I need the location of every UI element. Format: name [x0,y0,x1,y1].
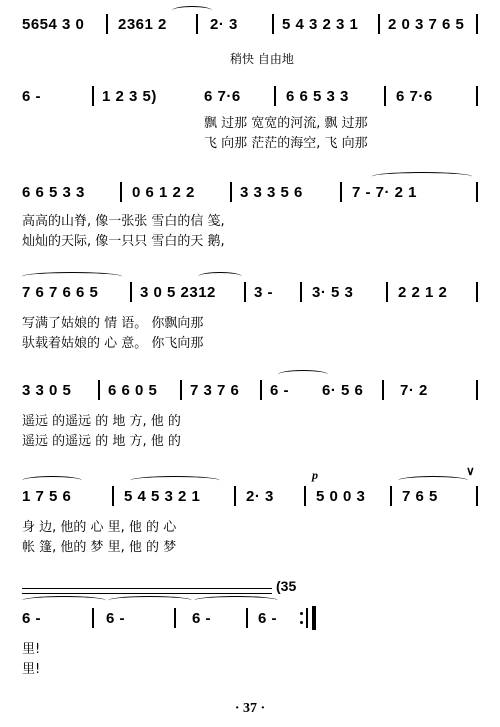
tempo-marking: 稍快 自由地 [230,52,294,66]
measure: 1 2 3 5) [102,87,157,105]
measure: 6 6 0 5 [108,381,158,399]
dynamic-marking: p [312,468,318,482]
measure: 6 6 5 3 3 [286,87,349,105]
slur [278,370,328,379]
lyric-line-1: 里! [22,642,41,657]
barline [476,182,478,202]
barline [130,282,132,302]
measure: 6 6 5 3 3 [22,183,85,201]
barline [378,14,380,34]
barline [476,380,478,400]
barline [476,86,478,106]
measure: 2 0 3 7 6 5 [388,15,465,33]
measure: 2· 3 [246,487,274,505]
measure: 6 - [258,609,278,627]
page-number: · 37 · [234,701,266,716]
tie-line [22,593,272,594]
lyric-line-2: 帐 篷, 他的 梦 里, 他 的 梦 [22,540,177,555]
measure: 3 - [254,283,274,301]
notes-row [22,14,478,34]
slur [172,6,212,15]
barline [390,486,392,506]
repeat-dot [300,612,303,615]
barline [386,282,388,302]
barline [300,282,302,302]
barline [272,14,274,34]
measure: 7· 2 [400,381,428,399]
barline [260,380,262,400]
notes-row [22,380,478,400]
barline [476,14,478,34]
lyric-line-2: 飞 向那 茫茫的海空, 飞 向那 [204,136,368,151]
barline [174,608,176,628]
final-barline [312,606,316,630]
barline [382,380,384,400]
lyric-line-1: 飘 过那 宽宽的河流, 飘 过那 [204,116,368,131]
barline [476,486,478,506]
barline [106,14,108,34]
measure: 5 4 3 2 3 1 [282,15,359,33]
notes-row [22,486,478,506]
barline [306,608,308,628]
measure: 6 7·6 [396,87,433,105]
measure: 7 - 7· 2 1 [352,183,418,201]
lyric-line-1: 写满了姑娘的 情 语。 你飘向那 [22,316,204,331]
rehearsal-mark: (35 [276,578,297,594]
measure: 6· 5 6 [322,381,364,399]
measure: 7 6 5 [402,487,438,505]
slur [372,172,472,181]
measure: 6 7·6 [204,87,241,105]
measure: 3 3 3 5 6 [240,183,303,201]
measure: 3 3 0 5 [22,381,72,399]
measure: 2361 2 [118,15,167,33]
lyric-line-1: 遥远 的遥远 的 地 方, 他 的 [22,414,181,429]
barline [98,380,100,400]
measure: 3· 5 3 [312,283,354,301]
measure: 5654 3 0 [22,15,85,33]
barline [112,486,114,506]
barline [244,282,246,302]
slur [198,272,242,281]
lyric-line-2: 里! [22,662,41,677]
measure: 7 3 7 6 [190,381,240,399]
lyric-line-2: 驮载着姑娘的 心 意。 你飞向那 [22,336,204,351]
barline [246,608,248,628]
barline [92,86,94,106]
barline [384,86,386,106]
barline [340,182,342,202]
barline [120,182,122,202]
lyric-line-2: 遥远 的遥远 的 地 方, 他 的 [22,434,181,449]
measure: 1 7 5 6 [22,487,72,505]
measure: 6 - [106,609,126,627]
measure: 7 6 7 6 6 5 [22,283,99,301]
barline [304,486,306,506]
slur [398,476,468,485]
measure: 6 - [192,609,212,627]
measure: 6 - [22,609,42,627]
measure: 3 0 5 2312 [140,283,216,301]
measure: 0 6 1 2 2 [132,183,195,201]
measure: 5 4 5 3 2 1 [124,487,201,505]
lyric-line-2: 灿灿的天际, 像一只只 雪白的天 鹅, [22,234,225,249]
repeat-dot [300,621,303,624]
measure: 5 0 0 3 [316,487,366,505]
barline [92,608,94,628]
barline [274,86,276,106]
slur [22,476,82,485]
barline [196,14,198,34]
slur [108,596,192,605]
lyric-line-1: 高高的山脊, 像一张张 雪白的信 笺, [22,214,225,229]
lyric-line-1: 身 边, 他的 心 里, 他 的 心 [22,520,177,535]
measure: 6 - [270,381,290,399]
notes-row [22,182,478,202]
slur [130,476,220,485]
tie-line [22,588,272,589]
accent-mark: ∨ [466,464,475,478]
measure: 2· 3 [210,15,238,33]
measure: 2 2 1 2 [398,283,448,301]
notes-row [22,86,478,106]
barline [234,486,236,506]
barline [180,380,182,400]
barline [476,282,478,302]
slur [22,272,122,281]
measure: 6 - [22,87,42,105]
slur [22,596,106,605]
notes-row [22,282,478,302]
notes-row [22,608,478,628]
barline [230,182,232,202]
slur [194,596,278,605]
